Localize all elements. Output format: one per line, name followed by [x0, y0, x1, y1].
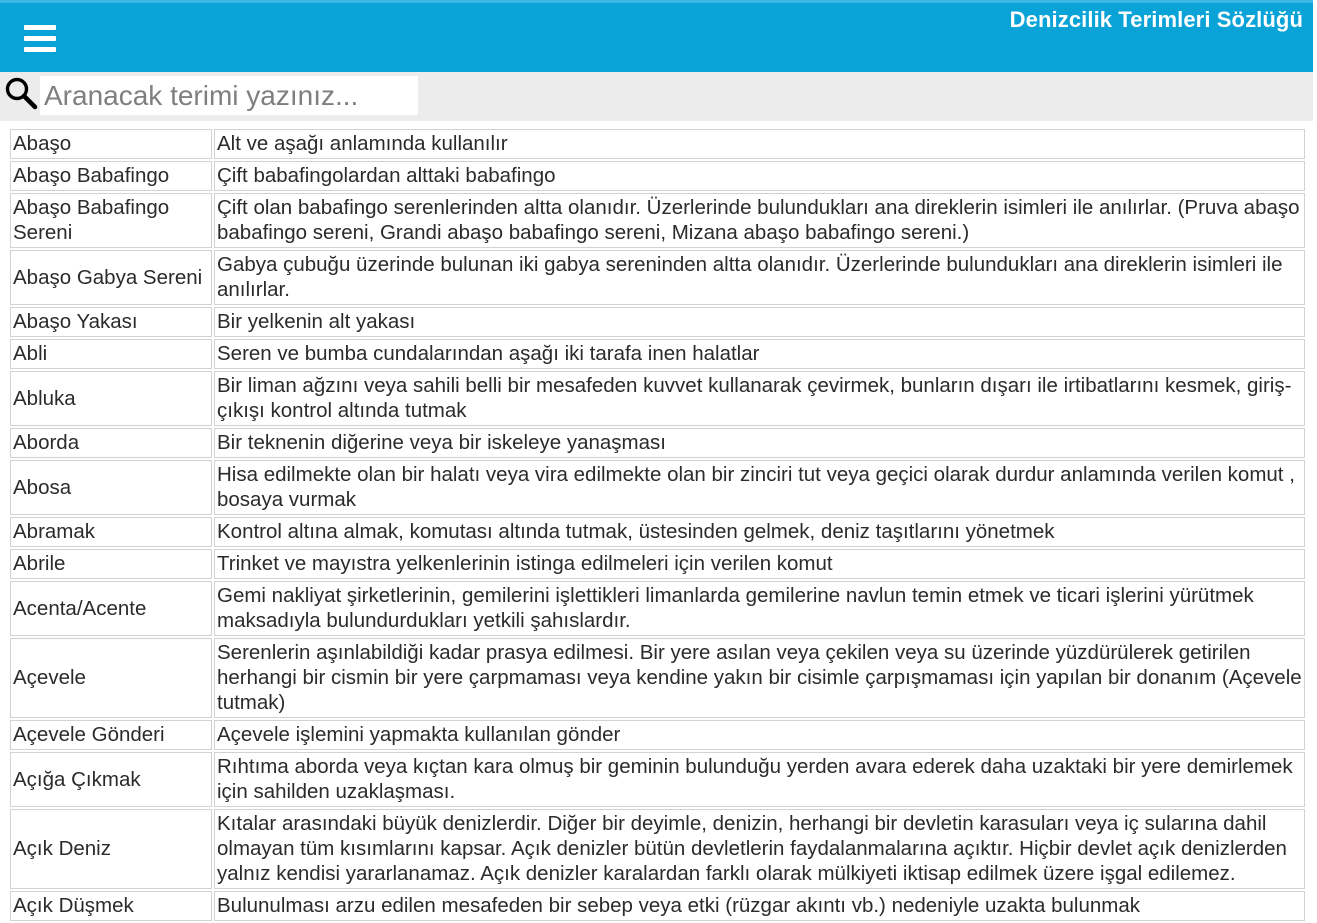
definition-cell: Çift olan babafingo serenlerinden altta olanıdır. Üzerlerinde bulundukları ana direklerin isimleri ile anılırlar. (Pruva abaşo babafingo sereni, Grandi abaşo babafingo sereni, Mizana abaşo babafingo sereni.)	[214, 193, 1305, 248]
definition-cell: Kıtalar arasındaki büyük denizlerdir. Diğer bir deyimle, denizin, herhangi bir devletin karasuları veya iç sularına dahil olmayan tüm kısımlarını kapsar. Açık denizler bütün devletlerin faydalanmalarına açıktır. Hiçbir devlet açık denizlerden yalnız kendisi yararlanamaz. Açık denizler karalardan farklı olarak mülkiyeti iktisap edilmek üzere işgal edilemez.	[214, 809, 1305, 889]
table-row[interactable]	[10, 549, 1305, 579]
definition-cell: Bir yelkenin alt yakası	[214, 307, 1305, 337]
table-row[interactable]	[10, 891, 1305, 921]
term-cell: Abluka	[10, 371, 212, 426]
page-title: Denizcilik Terimleri Sözlüğü	[1009, 7, 1303, 32]
term-cell: Açık Düşmek	[10, 891, 212, 921]
table-row[interactable]	[10, 752, 1305, 807]
definition-cell: Açevele işlemini yapmakta kullanılan gönder	[214, 720, 1305, 750]
definition-cell: Bulunulması arzu edilen mesafeden bir sebep veya etki (rüzgar akıntı vb.) nedeniyle uzakta bulunmak	[214, 891, 1305, 921]
definition-cell: Hisa edilmekte olan bir halatı veya vira edilmekte olan bir zinciri tut veya geçici olarak durdur anlamında verilen komut , bosaya vurmak	[214, 460, 1305, 515]
table-row[interactable]	[10, 307, 1305, 337]
term-cell: Abaşo Babafingo	[10, 161, 212, 191]
term-cell: Abaşo Gabya Sereni	[10, 250, 212, 305]
term-cell: Abosa	[10, 460, 212, 515]
definition-cell: Trinket ve mayıstra yelkenlerinin istinga edilmeleri için verilen komut	[214, 549, 1305, 579]
term-cell: Açık Deniz	[10, 809, 212, 889]
definition-cell: Gemi nakliyat şirketlerinin, gemilerini işlettikleri limanlarda gemilerine navlun temin etmek ve ticari işlerini yürütmek maksadıyla bulundurdukları yetkili şahıslardır.	[214, 581, 1305, 636]
term-cell: Abaşo Yakası	[10, 307, 212, 337]
table-row[interactable]	[10, 371, 1305, 426]
definition-cell: Rıhtıma aborda veya kıçtan kara olmuş bir geminin bulunduğu yerden avara ederek daha uzaktaki bir yere demirlemek için sahilden uzaklaşması.	[214, 752, 1305, 807]
term-cell: Abli	[10, 339, 212, 369]
table-row[interactable]	[10, 720, 1305, 750]
definition-cell: Bir liman ağzını veya sahili belli bir mesafeden kuvvet kullanarak çevirmek, bunların dışarı ile irtibatlarını kesmek, giriş-çıkışı kontrol altında tutmak	[214, 371, 1305, 426]
definition-cell: Çift babafingolardan alttaki babafingo	[214, 161, 1305, 191]
menu-bar-line	[24, 47, 56, 52]
term-cell: Açevele	[10, 638, 212, 718]
definition-cell: Alt ve aşağı anlamında kullanılır	[214, 129, 1305, 159]
term-cell: Abramak	[10, 517, 212, 547]
terms-table-container	[8, 127, 1307, 917]
table-row[interactable]	[10, 339, 1305, 369]
definition-cell: Kontrol altına almak, komutası altında tutmak, üstesinden gelmek, deniz taşıtlarını yönetmek	[214, 517, 1305, 547]
table-row[interactable]	[10, 638, 1305, 718]
term-cell: Abrile	[10, 549, 212, 579]
table-row[interactable]	[10, 460, 1305, 515]
terms-table	[8, 127, 1307, 923]
table-row[interactable]	[10, 161, 1305, 191]
definition-cell: Bir teknenin diğerine veya bir iskeleye yanaşması	[214, 428, 1305, 458]
definition-cell: Seren ve bumba cundalarından aşağı iki tarafa inen halatlar	[214, 339, 1305, 369]
term-cell: Abaşo Babafingo Sereni	[10, 193, 212, 248]
menu-bar-line	[24, 36, 56, 41]
table-row[interactable]	[10, 581, 1305, 636]
table-row[interactable]	[10, 428, 1305, 458]
table-row[interactable]	[10, 193, 1305, 248]
search-input[interactable]	[40, 76, 418, 115]
table-row[interactable]	[10, 517, 1305, 547]
term-cell: Acenta/Acente	[10, 581, 212, 636]
term-cell: Aborda	[10, 428, 212, 458]
table-row[interactable]	[10, 809, 1305, 889]
table-row[interactable]	[10, 250, 1305, 305]
term-cell: Açevele Gönderi	[10, 720, 212, 750]
table-row[interactable]	[10, 129, 1305, 159]
definition-cell: Gabya çubuğu üzerinde bulunan iki gabya sereninden altta olanıdır. Üzerlerinde bulundukları ana direklerin isimleri ile anılırlar.	[214, 250, 1305, 305]
terms-table-body	[10, 129, 1305, 921]
term-cell: Abaşo	[10, 129, 212, 159]
search-icon[interactable]	[4, 76, 38, 110]
hamburger-menu-icon[interactable]	[20, 22, 60, 58]
term-cell: Açığa Çıkmak	[10, 752, 212, 807]
menu-bar-line	[24, 25, 56, 30]
app-header	[0, 0, 1313, 72]
definition-cell: Serenlerin aşınlabildiği kadar prasya edilmesi. Bir yere asılan veya çekilen veya su üzerinde yüzdürülerek getirilen herhangi bir cismin bir yere çarpmaması veya kendine yakın bir cisimle çarpışmaması için yapılan bir donanım (Açevele tutmak)	[214, 638, 1305, 718]
search-bar	[0, 72, 1313, 121]
